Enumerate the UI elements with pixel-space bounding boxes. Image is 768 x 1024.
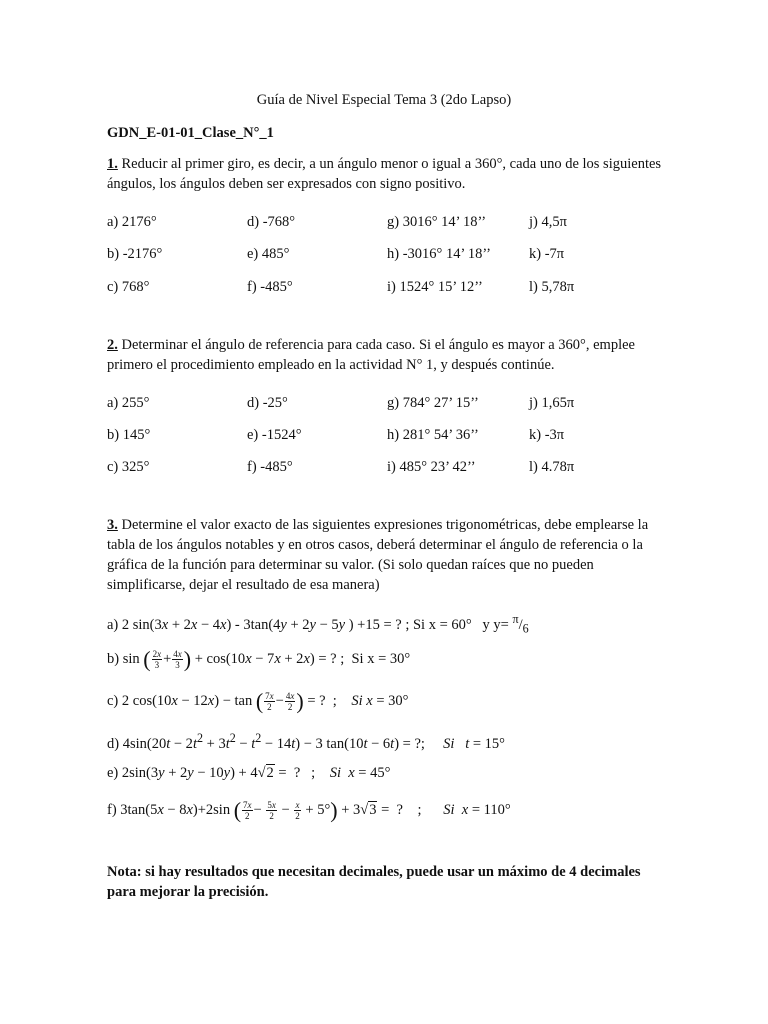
section-3-number: 3. [107,517,118,533]
section-3-text: Determine el valor exacto de las siguientes expresiones trigonométricas, debe emplearse la tabla de los ángulos notables y en otros casos, deberá determinar el ángulo de referencia o la gráfica de la función para determinar su valor. (Si solo quedan raíces que no pueden simplificarse, dejar el resultado de esa manera) [107,517,649,593]
exercise-item: d) -768° [247,214,296,230]
section-2-number: 2. [107,337,118,353]
exercise-item: i) 1524° 15’ 12’’ [387,279,483,295]
exercise-item: j) 1,65π [529,395,575,411]
exercise-item: h) 281° 54’ 36’’ [387,427,479,443]
exercise-item: l) 5,78π [529,279,575,295]
exercise-item: c) 325° [107,459,150,475]
expression-f: f) 3tan(5x − 8x)+2sin ( $\frac{7x}{2}$ − $\frac{5x}{2}$ − $\frac{x}{2}$ + 5°) + 3√3 = ? ; Si x = 110° [107,797,511,823]
exercise-item: j) 4,5π [529,214,567,230]
exercise-item: b) 145° [107,427,151,443]
section-2-row [107,459,667,479]
note-text: Nota: si hay resultados que necesitan decimales, puede usar un máximo de 4 decimales para mejorar la precisión. [107,864,641,900]
section-1-row [107,214,667,234]
section-1-text: Reducir al primer giro, es decir, a un ángulo menor o igual a 360°, cada uno de los siguientes ángulos, los ángulos deben ser expresados con signo positivo. [107,156,662,192]
exercise-item: h) -3016° 14’ 18’’ [387,246,491,262]
section-1-row [107,279,667,299]
expression-c: c) 2 cos(10x − 12x) − tan ( $\frac{7x}{2}$ − $\frac{4x}{2}$ ) = ? ; Si x = 30° [107,688,409,714]
exercise-item: d) -25° [247,395,288,411]
expression-d: d) $4\sin(20t - 2t^2 + 3t^2 - t^2 - 14t) - 3$ tan(10t − 6t) = ?; Si t = 15° [107,731,505,752]
section-2-row [107,427,667,447]
exercise-item: e) -1524° [247,427,302,443]
exercise-item: k) -3π [529,427,565,443]
section-2-instructions [107,335,663,375]
exercise-item: l) 4.78π [529,459,575,475]
exercise-item: g) 3016° 14’ 18’’ [387,214,487,230]
section-3-instructions [107,515,663,595]
expression-e: e) 2sin(3y + 2y − 10y) + 4√2 = ? ; Si x = 45° [107,765,391,781]
exercise-item: e) 485° [247,246,290,262]
exercise-item: i) 485° 23’ 42’’ [387,459,476,475]
exercise-item: k) -7π [529,246,565,262]
exercise-item: f) -485° [247,459,293,475]
section-1-row [107,246,667,266]
section-2-row [107,395,667,415]
section-1-number: 1. [107,156,118,172]
document-title: Guía de Nivel Especial Tema 3 (2do Lapso) [256,92,512,108]
exercise-item: f) -485° [247,279,293,295]
exercise-item: a) 255° [107,395,150,411]
expression-a: a) 2 sin(3x + 2x − 4x) - 3tan(4y + 2y − 5y ) +15 = ? ; Si x = 60° y $y= ^\pi/_6$ [107,612,529,636]
exercise-item: b) -2176° [107,246,163,262]
document-code: GDN_E-01-01_Clase_N°_1 [107,125,274,141]
exercise-item: g) 784° 27’ 15’’ [387,395,479,411]
expression-b: b) sin ( $\frac{2x}{3}$ + $\frac{4x}{3}$ ) + cos(10x − 7x + 2x) = ? ; Si x = 30° [107,646,411,672]
section-1-instructions [107,154,663,194]
exercise-item: a) 2176° [107,214,157,230]
section-2-text: Determinar el ángulo de referencia para cada caso. Si el ángulo es mayor a 360°, emplee primero el procedimiento empleado en la actividad N° 1, y después continúe. [107,337,635,373]
exercise-item: c) 768° [107,279,150,295]
